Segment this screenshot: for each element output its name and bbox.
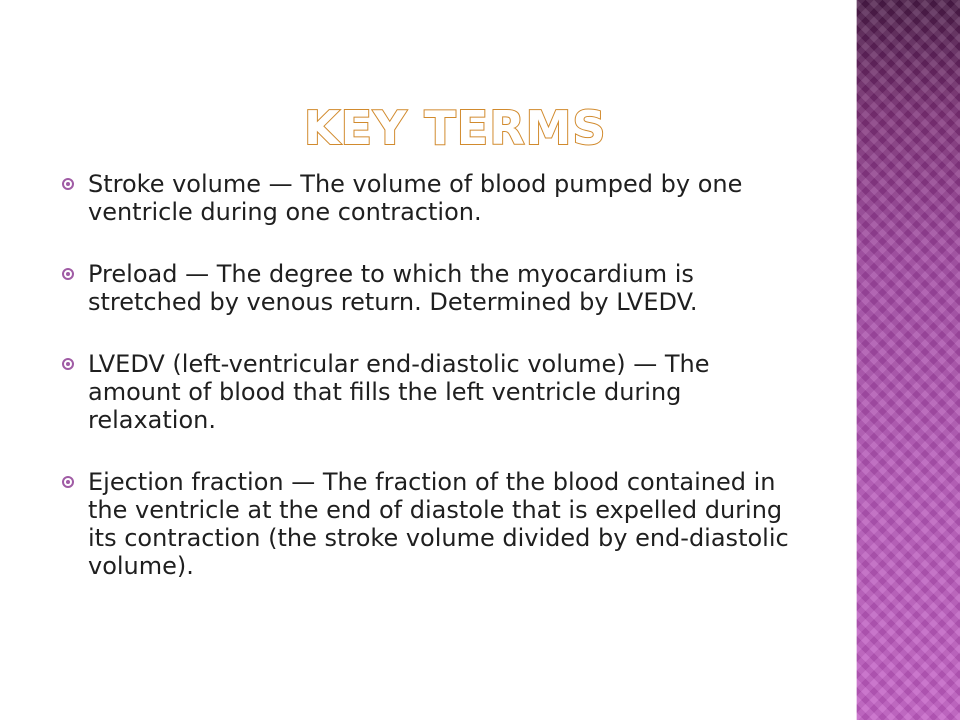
bullet-icon: [62, 178, 74, 190]
term-lvedv: [62, 350, 792, 434]
term-name: Ejection fraction: [88, 468, 284, 496]
term-stroke-volume: [62, 170, 792, 226]
bullet-icon: [62, 268, 74, 280]
key-terms-list: [62, 170, 792, 614]
term-separator: —: [177, 260, 217, 288]
term-definition: The fraction of the blood contained in the ventricle at the end of diastole that is expelled during its contraction (the stroke volume divided by end-diastolic volume).: [88, 468, 789, 580]
term-definition: The amount of blood that fills the left ventricle during relaxation.: [88, 350, 710, 434]
term-definition: The degree to which the myocardium is stretched by venous return. Determined by LVEDV.: [88, 260, 698, 316]
term-name: Preload: [88, 260, 178, 288]
bullet-icon: [62, 358, 74, 370]
bullet-icon: [62, 476, 74, 488]
term-definition: The volume of blood pumped by one ventricle during one contraction.: [88, 170, 743, 226]
slide-title: [304, 98, 664, 160]
term-ejection-fraction: [62, 468, 792, 580]
term-name: LVEDV (left-ventricular end-diastolic volume): [88, 350, 626, 378]
slide-title-text: Key Terms: [304, 101, 607, 155]
term-separator: —: [283, 468, 323, 496]
term-preload: [62, 260, 792, 316]
term-name: Stroke volume: [88, 170, 262, 198]
term-separator: —: [261, 170, 301, 198]
term-separator: —: [625, 350, 665, 378]
decorative-side-band: [856, 0, 960, 720]
